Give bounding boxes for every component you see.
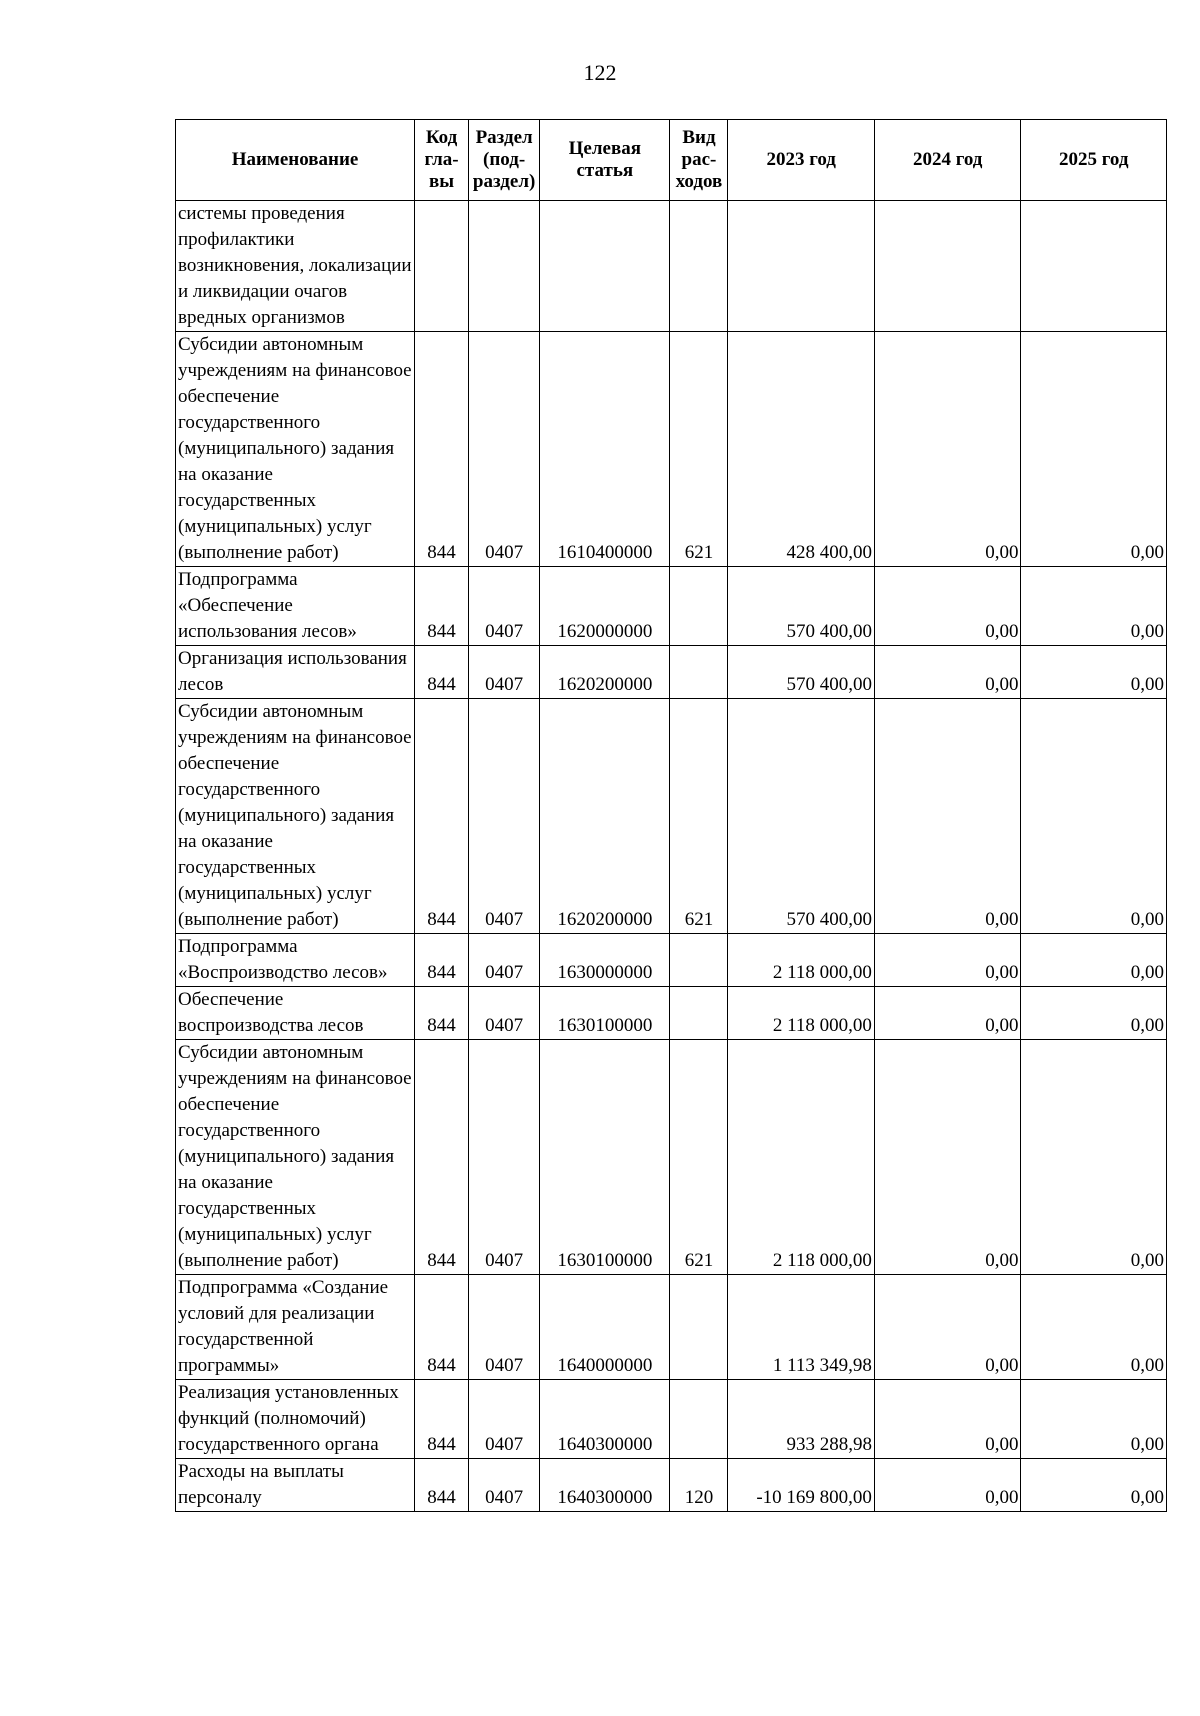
row-2023: 1 113 349,98 xyxy=(728,1275,875,1380)
row-2024: 0,00 xyxy=(874,567,1021,646)
row-2023: 2 118 000,00 xyxy=(728,987,875,1040)
header-code: Код гла- вы xyxy=(415,120,469,201)
budget-table xyxy=(175,119,1167,1512)
row-2025: 0,00 xyxy=(1021,1380,1167,1459)
row-name: Обеспечение воспроизводства лесов xyxy=(176,987,415,1040)
row-section: 0407 xyxy=(469,567,540,646)
row-2024: 0,00 xyxy=(874,1040,1021,1275)
row-target: 1630100000 xyxy=(540,987,670,1040)
row-name: Организация использования лесов xyxy=(176,646,415,699)
row-section: 0407 xyxy=(469,1459,540,1512)
table-row xyxy=(176,1380,1167,1459)
row-name: Субсидии автономным учреждениям на финансовое обеспечение государственного (муниципального) задания на оказание государственных (муниципальных) услуг (выполнение работ) xyxy=(176,699,415,934)
row-section: 0407 xyxy=(469,1380,540,1459)
row-code: 844 xyxy=(415,567,469,646)
row-code: 844 xyxy=(415,934,469,987)
row-2024: 0,00 xyxy=(874,1459,1021,1512)
row-2025: 0,00 xyxy=(1021,987,1167,1040)
row-type xyxy=(670,934,728,987)
row-2024: 0,00 xyxy=(874,699,1021,934)
row-2025: 0,00 xyxy=(1021,646,1167,699)
row-2023: -10 169 800,00 xyxy=(728,1459,875,1512)
table-row xyxy=(176,567,1167,646)
table-row xyxy=(176,646,1167,699)
table-row xyxy=(176,201,1167,332)
row-2025: 0,00 xyxy=(1021,1459,1167,1512)
row-section: 0407 xyxy=(469,934,540,987)
row-2023 xyxy=(728,201,875,332)
row-target: 1640000000 xyxy=(540,1275,670,1380)
table-row xyxy=(176,1040,1167,1275)
row-2025: 0,00 xyxy=(1021,332,1167,567)
row-2025: 0,00 xyxy=(1021,1040,1167,1275)
row-name: Подпрограмма «Обеспечение использования лесов» xyxy=(176,567,415,646)
row-2025: 0,00 xyxy=(1021,699,1167,934)
row-2023: 2 118 000,00 xyxy=(728,934,875,987)
row-2024 xyxy=(874,201,1021,332)
header-2024: 2024 год xyxy=(874,120,1021,201)
header-target: Целевая статья xyxy=(540,120,670,201)
row-2023: 933 288,98 xyxy=(728,1380,875,1459)
row-2024: 0,00 xyxy=(874,987,1021,1040)
row-2024: 0,00 xyxy=(874,646,1021,699)
row-2024: 0,00 xyxy=(874,1275,1021,1380)
row-type xyxy=(670,646,728,699)
row-code: 844 xyxy=(415,1459,469,1512)
row-name: Расходы на выплаты персоналу xyxy=(176,1459,415,1512)
row-code: 844 xyxy=(415,987,469,1040)
row-2023: 428 400,00 xyxy=(728,332,875,567)
row-target: 1630100000 xyxy=(540,1040,670,1275)
row-section: 0407 xyxy=(469,332,540,567)
row-2025 xyxy=(1021,201,1167,332)
header-section: Раздел (под- раздел) xyxy=(469,120,540,201)
row-code: 844 xyxy=(415,1040,469,1275)
row-code: 844 xyxy=(415,699,469,934)
row-target: 1620200000 xyxy=(540,646,670,699)
row-type xyxy=(670,201,728,332)
row-section: 0407 xyxy=(469,699,540,934)
row-type: 621 xyxy=(670,332,728,567)
row-name: Реализация установленных функций (полномочий) государственного органа xyxy=(176,1380,415,1459)
row-2023: 2 118 000,00 xyxy=(728,1040,875,1275)
row-2024: 0,00 xyxy=(874,332,1021,567)
row-section: 0407 xyxy=(469,1040,540,1275)
row-code: 844 xyxy=(415,1275,469,1380)
header-name: Наименование xyxy=(176,120,415,201)
row-section: 0407 xyxy=(469,1275,540,1380)
row-type xyxy=(670,567,728,646)
row-type: 621 xyxy=(670,1040,728,1275)
row-2025: 0,00 xyxy=(1021,567,1167,646)
row-2024: 0,00 xyxy=(874,1380,1021,1459)
row-target xyxy=(540,201,670,332)
row-section: 0407 xyxy=(469,987,540,1040)
row-name: системы проведения профилактики возникновения, локализации и ликвидации очагов вредных организмов xyxy=(176,201,415,332)
row-target: 1610400000 xyxy=(540,332,670,567)
row-type: 621 xyxy=(670,699,728,934)
row-type xyxy=(670,987,728,1040)
row-2025: 0,00 xyxy=(1021,1275,1167,1380)
row-name: Субсидии автономным учреждениям на финансовое обеспечение государственного (муниципального) задания на оказание государственных (муниципальных) услуг (выполнение работ) xyxy=(176,332,415,567)
table-row xyxy=(176,1459,1167,1512)
table-row xyxy=(176,934,1167,987)
row-code: 844 xyxy=(415,332,469,567)
row-target: 1640300000 xyxy=(540,1380,670,1459)
row-code: 844 xyxy=(415,646,469,699)
header-type: Вид рас- ходов xyxy=(670,120,728,201)
row-target: 1630000000 xyxy=(540,934,670,987)
row-type: 120 xyxy=(670,1459,728,1512)
row-type xyxy=(670,1275,728,1380)
row-2023: 570 400,00 xyxy=(728,567,875,646)
header-2023: 2023 год xyxy=(728,120,875,201)
row-code xyxy=(415,201,469,332)
table-row xyxy=(176,699,1167,934)
row-code: 844 xyxy=(415,1380,469,1459)
row-name: Подпрограмма «Создание условий для реализации государственной программы» xyxy=(176,1275,415,1380)
row-2024: 0,00 xyxy=(874,934,1021,987)
row-type xyxy=(670,1380,728,1459)
row-2025: 0,00 xyxy=(1021,934,1167,987)
table-row xyxy=(176,1275,1167,1380)
page-number: 122 xyxy=(583,60,617,85)
row-section: 0407 xyxy=(469,646,540,699)
table-row xyxy=(176,987,1167,1040)
row-name: Подпрограмма «Воспроизводство лесов» xyxy=(176,934,415,987)
row-2023: 570 400,00 xyxy=(728,699,875,934)
row-2023: 570 400,00 xyxy=(728,646,875,699)
row-target: 1620000000 xyxy=(540,567,670,646)
row-target: 1640300000 xyxy=(540,1459,670,1512)
header-2025: 2025 год xyxy=(1021,120,1167,201)
table-header-row xyxy=(176,120,1167,201)
row-section xyxy=(469,201,540,332)
table-row xyxy=(176,332,1167,567)
row-name: Субсидии автономным учреждениям на финансовое обеспечение государственного (муниципального) задания на оказание государственных (муниципальных) услуг (выполнение работ) xyxy=(176,1040,415,1275)
row-target: 1620200000 xyxy=(540,699,670,934)
